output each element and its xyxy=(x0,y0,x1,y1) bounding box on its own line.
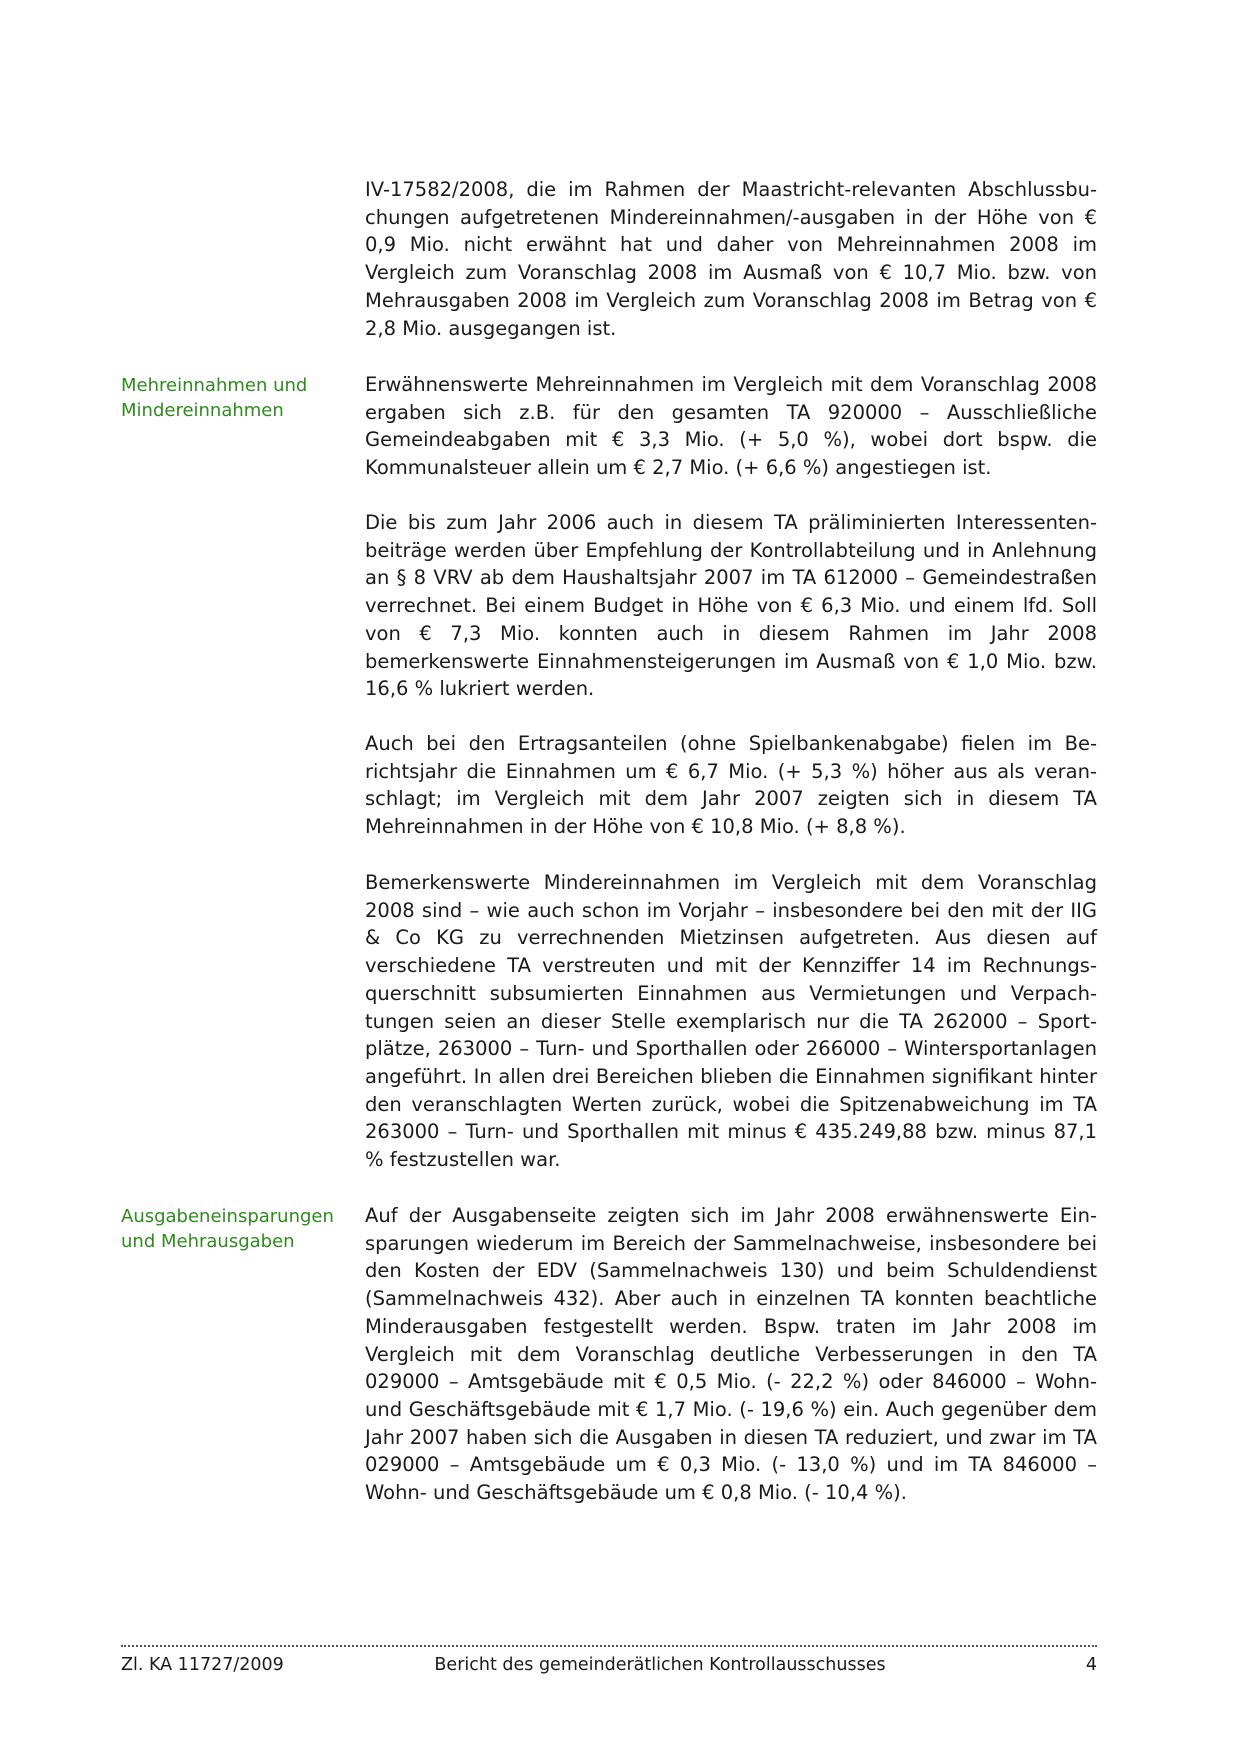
margin-note-mehreinnahmen: Mehreinnahmen und Mindereinnahmen xyxy=(121,375,308,421)
paragraph-mehreinnahmen: Erwähnenswerte Mehreinnahmen im Vergleich mit dem Voranschlag 2008 ergaben sich z.B. für den gesamten TA 920000 – Ausschließliche Gemeindeabgaben mit € 3,3 Mio. (+ 5,0 %), wobei dort bspw. die Kommunalsteuer allein um € 2,7 Mio. (+ 6,6 %) angestiegen ist. xyxy=(365,373,1097,480)
footer-title: Bericht des gemeinderätlichen Kontrollausschusses xyxy=(434,1655,886,1675)
paragraph-continuation: IV-17582/2008, die im Rahmen der Maastricht-relevanten Abschlussbuchungen aufgetretenen Mindereinnahmen/-ausgaben in der Höhe von € 0,9 Mio. nicht erwähnt hat und daher von Mehreinnahmen 2008 im Vergleich zum Voranschlag 2008 im Ausmaß von € 10,7 Mio. bzw. von Mehrausgaben 2008 im Vergleich zum Voranschlag 2008 im Betrag von € 2,8 Mio. ausgegangen ist. xyxy=(365,178,1097,340)
paragraph-interessentenbeitraege: Die bis zum Jahr 2006 auch in diesem TA präliminierten Interessentenbeiträge werden über Empfehlung der Kontrollabteilung und in Anlehnung an § 8 VRV ab dem Haushaltsjahr 2007 im TA 612000 – Gemeindestraßen verrechnet. Bei einem Budget in Höhe von € 6,3 Mio. und einem lfd. Soll von € 7,3 Mio. konnten auch in diesem Rahmen im Jahr 2008 bemerkenswerte Einnahmensteigerungen im Ausmaß von € 1,0 Mio. bzw. 16,6 % lukriert werden. xyxy=(365,511,1097,701)
paragraph-mindereinnahmen: Bemerkenswerte Mindereinnahmen im Vergleich mit dem Voranschlag 2008 sind – wie auch schon im Vorjahr – insbesondere bei den mit der IIG & Co KG zu verrechnenden Mietzinsen aufgetreten. Aus diesen auf verschiedene TA verstreuten und mit der Kennziffer 14 im Rechnungsquerschnitt subsumierten Einnahmen aus Vermietungen und Verpachtungen seien an dieser Stelle exemplarisch nur die TA 262000 – Sportplätze, 263000 – Turn- und Sporthallen oder 266000 – Wintersportanlagen angeführt. In allen drei Bereichen blieben die Einnahmen signifikant hinter den veranschlagten Werten zurück, wobei die Spitzenabweichung im TA 263000 – Turn- und Sporthallen mit minus € 435.249,88 bzw. minus 87,1 % festzustellen war. xyxy=(365,871,1097,1172)
paragraph-ausgabenseite: Auf der Ausgabenseite zeigten sich im Jahr 2008 erwähnenswerte Einsparungen wiederum im Bereich der Sammelnachweise, insbesondere bei den Kosten der EDV (Sammelnachweis 130) und beim Schuldendienst (Sammelnachweis 432). Aber auch in einzelnen TA konnten beachtliche Minderausgaben festgestellt werden. Bspw. traten im Jahr 2008 im Vergleich mit dem Voranschlag deutliche Verbesserungen in den TA 029000 – Amtsgebäude mit € 0,5 Mio. (- 22,2 %) oder 846000 – Wohn- und Geschäftsgebäude mit € 1,7 Mio. (- 19,6 %) ein. Auch gegenüber dem Jahr 2007 haben sich die Ausgaben in diesen TA reduziert, und zwar im TA 029000 – Amtsgebäude um € 0,3 Mio. (- 13,0 %) und im TA 846000 – Wohn- und Geschäftsgebäude um € 0,8 Mio. (- 10,4 %). xyxy=(365,1204,1097,1505)
paragraph-ertragsanteile: Auch bei den Ertragsanteilen (ohne Spielbankenabgabe) fielen im Berichtsjahr die Einnahmen um € 6,7 Mio. (+ 5,3 %) höher aus als veranschlagt; im Vergleich mit dem Jahr 2007 zeigten sich in diesem TA Mehreinnahmen in der Höhe von € 10,8 Mio. (+ 8,8 %). xyxy=(365,732,1097,839)
margin-note-ausgabeneinsparungen: Ausgabeneinsparungen und Mehrausgaben xyxy=(121,1206,334,1252)
footer-divider xyxy=(121,1645,1097,1647)
page-number: 4 xyxy=(1085,1655,1097,1675)
footer-reference: Zl. KA 11727/2009 xyxy=(121,1655,284,1675)
